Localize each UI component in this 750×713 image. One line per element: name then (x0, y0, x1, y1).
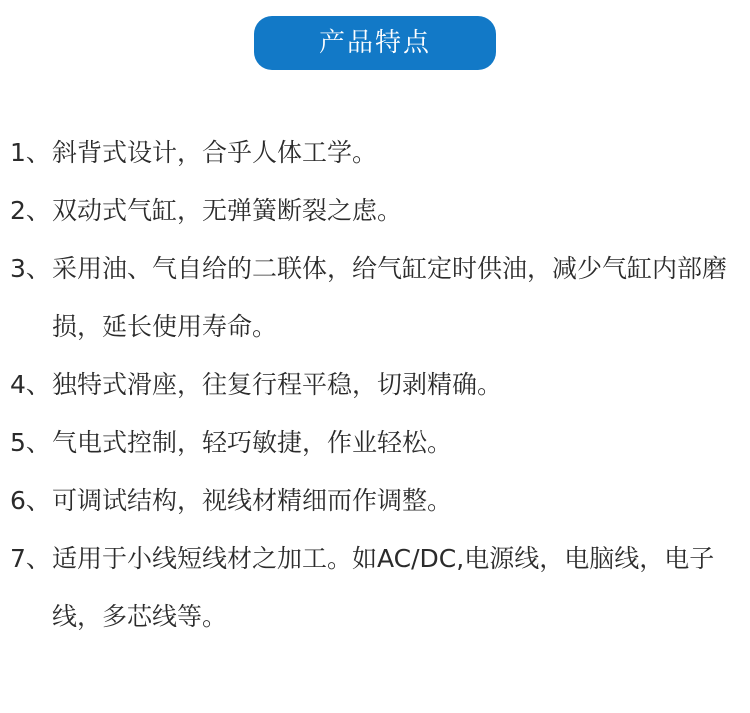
feature-number: 6、 (10, 486, 51, 515)
feature-number: 4、 (10, 370, 51, 399)
feature-item (10, 240, 740, 356)
feature-text: 气电式控制，轻巧敏捷，作业轻松。 (52, 428, 453, 457)
feature-text: 适用于小线短线材之加工。如AC/DC,电源线，电脑线，电子线，多芯线等。 (52, 544, 715, 631)
feature-text: 采用油、气自给的二联体，给气缸定时供油，减少气缸内部磨损，延长使用寿命。 (52, 254, 728, 341)
feature-item (10, 356, 740, 414)
feature-text: 斜背式设计，合乎人体工学。 (52, 138, 378, 167)
feature-item (10, 414, 740, 472)
feature-text: 独特式滑座，往复行程平稳，切剥精确。 (52, 370, 503, 399)
feature-number: 3、 (10, 254, 51, 283)
feature-number: 1、 (10, 138, 51, 167)
section-title: 产品特点 (318, 28, 431, 58)
feature-text: 可调试结构，视线材精细而作调整。 (52, 486, 453, 515)
feature-number: 5、 (10, 428, 51, 457)
feature-item (10, 182, 740, 240)
feature-number: 7、 (10, 544, 51, 573)
feature-text: 双动式气缸，无弹簧断裂之虑。 (52, 196, 403, 225)
feature-item (10, 472, 740, 530)
feature-item (10, 530, 740, 646)
feature-item (10, 124, 740, 182)
feature-list (10, 124, 740, 646)
feature-number: 2、 (10, 196, 51, 225)
section-title-badge (254, 16, 496, 70)
